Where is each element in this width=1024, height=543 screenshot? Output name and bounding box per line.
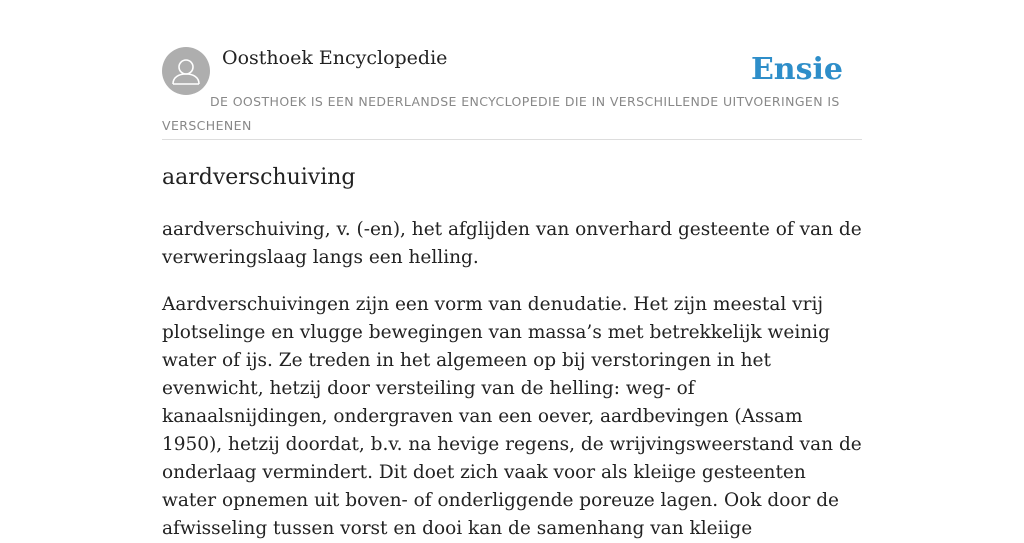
article-title: aardverschuiving [162, 165, 356, 190]
site-title[interactable]: Oosthoek Encyclopedie [222, 47, 448, 69]
site-tagline: DE OOSTHOEK IS EEN NEDERLANDSE ENCYCLOPEDIE DIE IN VERSCHILLENDE UITVOERINGEN IS VERSCHENEN [162, 94, 840, 133]
user-avatar-icon[interactable] [162, 47, 210, 95]
article [162, 162, 862, 543]
brand-logo[interactable]: Ensie [750, 52, 843, 87]
article-body: Aardverschuivingen zijn een vorm van denudatie. Het zijn meestal vrij plotselinge en vlugge bewegingen van massa’s met betrekkelijk weinig water of ijs. Ze treden in het algemeen op bij verstoringen in het evenwicht, hetzij door versteiling van de helling: weg- of kanaalsnijdingen, ondergraven van een oever, aardbevingen (Assam 1950), hetzij doordat, b.v. na hevige regens, de wrijvingsweerstand van de onderlaag vermindert. Dit doet zich vaak voor als kleiige gesteenten water opnemen uit boven- of onderliggende poreuze lagen. Ook door de afwisseling tussen vorst en dooi kan de samenhang van kleiige [162, 294, 862, 539]
site-header [162, 0, 862, 140]
article-definition: aardverschuiving, v. (-en), het afglijden van onverhard gesteente of van de verweringslaag langs een helling. [162, 219, 862, 268]
